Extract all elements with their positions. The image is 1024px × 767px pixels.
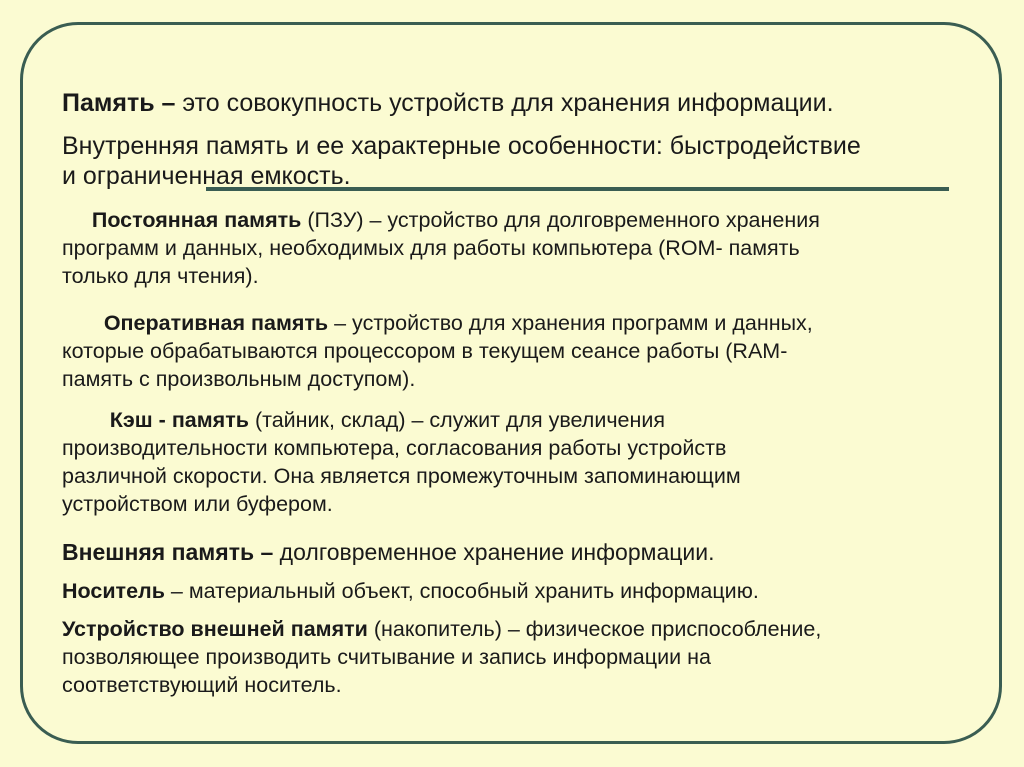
term-external-memory: Внешняя память – <box>62 539 274 565</box>
rom-line-1: (ПЗУ) – устройство для долговременного хранения <box>301 208 820 232</box>
internal-memory-line-2: и ограниченная емкость. <box>62 162 351 190</box>
cache-paragraph <box>62 406 741 518</box>
cache-line-4: устройством или буфером. <box>62 492 333 516</box>
cache-line-2: производительности компьютера, согласования работы устройств <box>62 436 727 460</box>
cache-line-3: различной скорости. Она является промежуточным запоминающим <box>62 464 741 488</box>
ram-line-3: память с произвольным доступом). <box>62 367 416 391</box>
cache-line-1: (тайник, склад) – служит для увеличения <box>248 408 666 432</box>
term-memory: Память – <box>62 89 176 117</box>
ram-paragraph <box>62 309 813 393</box>
external-device-line-1: (накопитель) – физическое приспособление, <box>367 617 822 641</box>
term-rom: Постоянная память <box>91 208 302 232</box>
memory-definition <box>62 88 834 118</box>
external-device-line-2: позволяющее производить считывание и запись информации на <box>62 645 711 669</box>
internal-memory-line-1: Внутренняя память и ее характерные особенности: быстродействие <box>62 132 861 160</box>
external-device-line-3: соответствующий носитель. <box>62 673 342 697</box>
term-cache: Кэш - память <box>109 408 249 432</box>
carrier-text: – материальный объект, способный хранить информацию. <box>164 579 759 603</box>
term-carrier: Носитель <box>62 579 165 603</box>
internal-memory-paragraph <box>62 131 861 191</box>
rom-line-3: только для чтения). <box>62 264 259 288</box>
term-ram: Оперативная память <box>103 311 329 335</box>
external-memory-paragraph <box>62 538 715 567</box>
external-memory-text: долговременное хранение информации. <box>273 539 715 565</box>
rom-paragraph <box>62 206 820 290</box>
carrier-paragraph <box>62 577 759 605</box>
ram-line-1: – устройство для хранения программ и данных, <box>328 311 813 335</box>
rom-line-2: программ и данных, необходимых для работы компьютера (ROM- память <box>62 236 800 260</box>
memory-definition-text: это совокупность устройств для хранения информации. <box>175 89 834 117</box>
ram-line-2: которые обрабатываются процессором в текущем сеансе работы (RAM- <box>62 339 788 363</box>
external-device-paragraph <box>62 615 821 699</box>
term-external-device: Устройство внешней памяти <box>62 617 368 641</box>
